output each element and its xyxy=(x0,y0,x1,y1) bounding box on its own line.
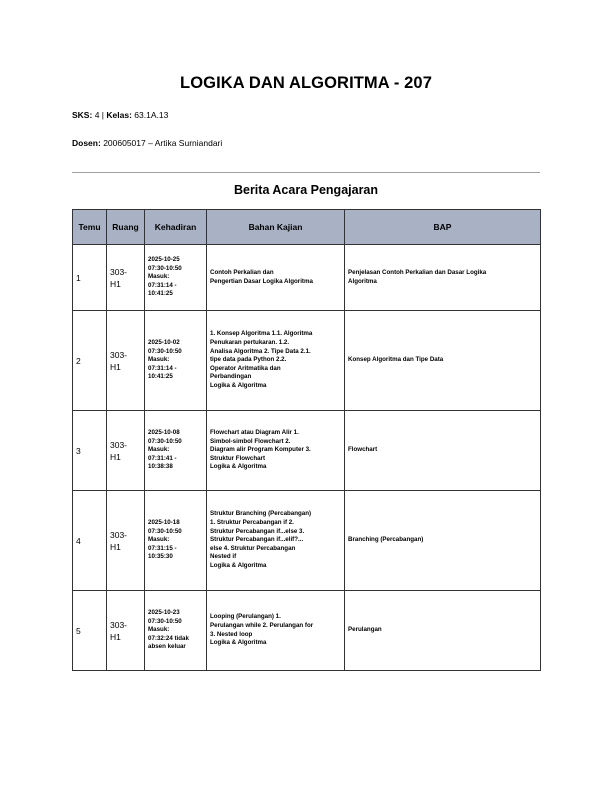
room-cell-line: H1 xyxy=(110,631,121,642)
room-cell-line: 303- xyxy=(110,266,128,277)
sks-label: SKS: xyxy=(72,110,93,120)
divider xyxy=(72,172,540,173)
study-material-cell-line: tipe data pada Python 2.2. xyxy=(210,356,287,364)
attendance-cell-line: 07:31:41 - xyxy=(148,454,177,462)
room-cell xyxy=(107,491,145,591)
study-material-cell-line: 3. Nested loop xyxy=(210,630,253,638)
study-material-cell xyxy=(207,591,345,671)
attendance-cell-line: 07:30-10:50 xyxy=(148,347,182,355)
study-material-cell-line: Struktur Flowchart xyxy=(210,454,266,462)
dosen-value: 200605017 – Artika Surniandari xyxy=(103,138,223,148)
study-material-cell-line: Penukaran pertukaran. 1.2. xyxy=(210,339,290,347)
room-cell-line: 303- xyxy=(110,529,128,540)
lecturer-line xyxy=(72,138,222,148)
study-material-cell-line: 1. Konsep Algoritma 1.1. Algoritma xyxy=(210,330,313,338)
table-header-row xyxy=(73,210,541,245)
study-material-cell-line: Logika & Algoritma xyxy=(210,381,267,389)
teaching-report-table xyxy=(72,209,541,671)
room-cell-line: H1 xyxy=(110,278,121,289)
study-material-cell-line: Contoh Perkalian dan xyxy=(210,268,274,276)
attendance-cell xyxy=(145,411,207,491)
room-cell-line: H1 xyxy=(110,451,121,462)
column-header-ruang: Ruang xyxy=(107,210,145,245)
bap-cell-line: Flowchart xyxy=(348,446,378,454)
meta-separator: | xyxy=(101,110,105,120)
attendance-cell-line: 07:30-10:50 xyxy=(148,617,182,625)
bap-cell xyxy=(345,411,541,491)
study-material-cell-line: Pengertian Dasar Logika Algoritma xyxy=(210,277,313,285)
room-cell-line: 303- xyxy=(110,439,128,450)
course-meta-line xyxy=(72,110,168,120)
attendance-cell-line: 10:35:30 xyxy=(148,553,173,561)
bap-cell xyxy=(345,491,541,591)
study-material-cell-line: Looping (Perulangan) 1. xyxy=(210,613,281,621)
study-material-cell-line: else 4. Struktur Percabangan xyxy=(210,544,296,552)
attendance-cell xyxy=(145,311,207,411)
bap-cell-line: Branching (Percabangan) xyxy=(348,536,424,544)
study-material-cell-line: Struktur Percabangan if...else 3. xyxy=(210,527,305,535)
column-header-bap: BAP xyxy=(345,210,541,245)
room-cell-line: H1 xyxy=(110,361,121,372)
attendance-cell-line: 2025-10-18 xyxy=(148,519,180,527)
meeting-number-cell: 5 xyxy=(73,591,107,671)
attendance-cell-line: 07:30-10:50 xyxy=(148,437,182,445)
kelas-value: 63.1A.13 xyxy=(134,110,169,120)
kelas-label: Kelas: xyxy=(106,110,132,120)
study-material-cell xyxy=(207,411,345,491)
study-material-cell-line: Simbol-simbol Flowchart 2. xyxy=(210,437,291,445)
attendance-cell xyxy=(145,245,207,311)
attendance-cell-line: 07:31:14 - xyxy=(148,281,177,289)
study-material-cell xyxy=(207,311,345,411)
study-material-cell-line: Nested if xyxy=(210,553,237,561)
section-title: Berita Acara Pengajaran xyxy=(233,183,379,197)
meeting-number-cell: 2 xyxy=(73,311,107,411)
room-cell-line: 303- xyxy=(110,619,128,630)
attendance-cell-line: Masuk: xyxy=(148,273,170,281)
table-row xyxy=(73,311,541,411)
room-cell-line: H1 xyxy=(110,541,121,552)
study-material-cell-line: Perulangan while 2. Perulangan for xyxy=(210,621,314,629)
study-material-cell-line: Flowchart atau Diagram Alir 1. xyxy=(210,429,299,437)
study-material-cell-line: Logika & Algoritma xyxy=(210,463,267,471)
study-material-cell-line: Struktur Percabangan if...elif?... xyxy=(210,536,304,544)
attendance-cell-line: 07:31:14 - xyxy=(148,364,177,372)
attendance-cell xyxy=(145,491,207,591)
study-material-cell xyxy=(207,491,345,591)
dosen-label: Dosen: xyxy=(72,138,101,148)
attendance-cell-line: Masuk: xyxy=(148,446,170,454)
attendance-cell-line: 07:30-10:50 xyxy=(148,264,182,272)
room-cell-line: 303- xyxy=(110,349,128,360)
room-cell xyxy=(107,411,145,491)
study-material-cell xyxy=(207,245,345,311)
bap-cell-line: Perulangan xyxy=(348,626,382,634)
study-material-cell-line: Diagram alir Program Komputer 3. xyxy=(210,446,311,454)
table-row xyxy=(73,245,541,311)
attendance-cell-line: Masuk: xyxy=(148,626,170,634)
attendance-cell-line: Masuk: xyxy=(148,536,170,544)
attendance-cell-line: 10:41:25 xyxy=(148,373,173,381)
attendance-cell-line: 2025-10-02 xyxy=(148,339,180,347)
attendance-cell-line: 10:41:25 xyxy=(148,290,173,298)
study-material-cell-line: Struktur Branching (Percabangan) xyxy=(210,510,312,518)
column-header-temu: Temu xyxy=(73,210,107,245)
attendance-cell-line: 10:38:38 xyxy=(148,463,173,471)
bap-cell xyxy=(345,591,541,671)
bap-cell-line: Konsep Algoritma dan Tipe Data xyxy=(348,356,444,364)
table-row xyxy=(73,591,541,671)
bap-cell-line: Penjelasan Contoh Perkalian dan Dasar Logika xyxy=(348,268,487,276)
attendance-cell-line: 2025-10-23 xyxy=(148,609,180,617)
bap-cell xyxy=(345,311,541,411)
bap-cell-line: Algoritma xyxy=(348,277,377,285)
column-header-kehadiran: Kehadiran xyxy=(145,210,207,245)
study-material-cell-line: Analisa Algoritma 2. Tipe Data 2.1. xyxy=(210,347,311,355)
attendance-cell-line: Masuk: xyxy=(148,356,170,364)
attendance-cell-line: 2025-10-25 xyxy=(148,256,180,264)
study-material-cell-line: 1. Struktur Percabangan if 2. xyxy=(210,519,294,527)
meeting-number-cell: 4 xyxy=(73,491,107,591)
attendance-cell xyxy=(145,591,207,671)
room-cell xyxy=(107,245,145,311)
attendance-cell-line: 07:32:24 tidak xyxy=(148,634,189,642)
study-material-cell-line: Operator Aritmatika dan xyxy=(210,364,281,372)
room-cell xyxy=(107,311,145,411)
meeting-number-cell: 3 xyxy=(73,411,107,491)
bap-cell xyxy=(345,245,541,311)
study-material-cell-line: Logika & Algoritma xyxy=(210,561,267,569)
attendance-cell-line: absen keluar xyxy=(148,643,186,651)
column-header-bahan-kajian: Bahan Kajian xyxy=(207,210,345,245)
sks-value: 4 xyxy=(94,110,100,120)
room-cell xyxy=(107,591,145,671)
document-title: LOGIKA DAN ALGORITMA - 207 xyxy=(180,74,432,92)
attendance-cell-line: 07:30-10:50 xyxy=(148,527,182,535)
table-row xyxy=(73,491,541,591)
table-body xyxy=(73,245,541,671)
table-row xyxy=(73,411,541,491)
attendance-cell-line: 2025-10-08 xyxy=(148,429,180,437)
attendance-cell-line: 07:31:15 - xyxy=(148,544,177,552)
study-material-cell-line: Perbandingan xyxy=(210,373,252,381)
meeting-number-cell: 1 xyxy=(73,245,107,311)
study-material-cell-line: Logika & Algoritma xyxy=(210,639,267,647)
